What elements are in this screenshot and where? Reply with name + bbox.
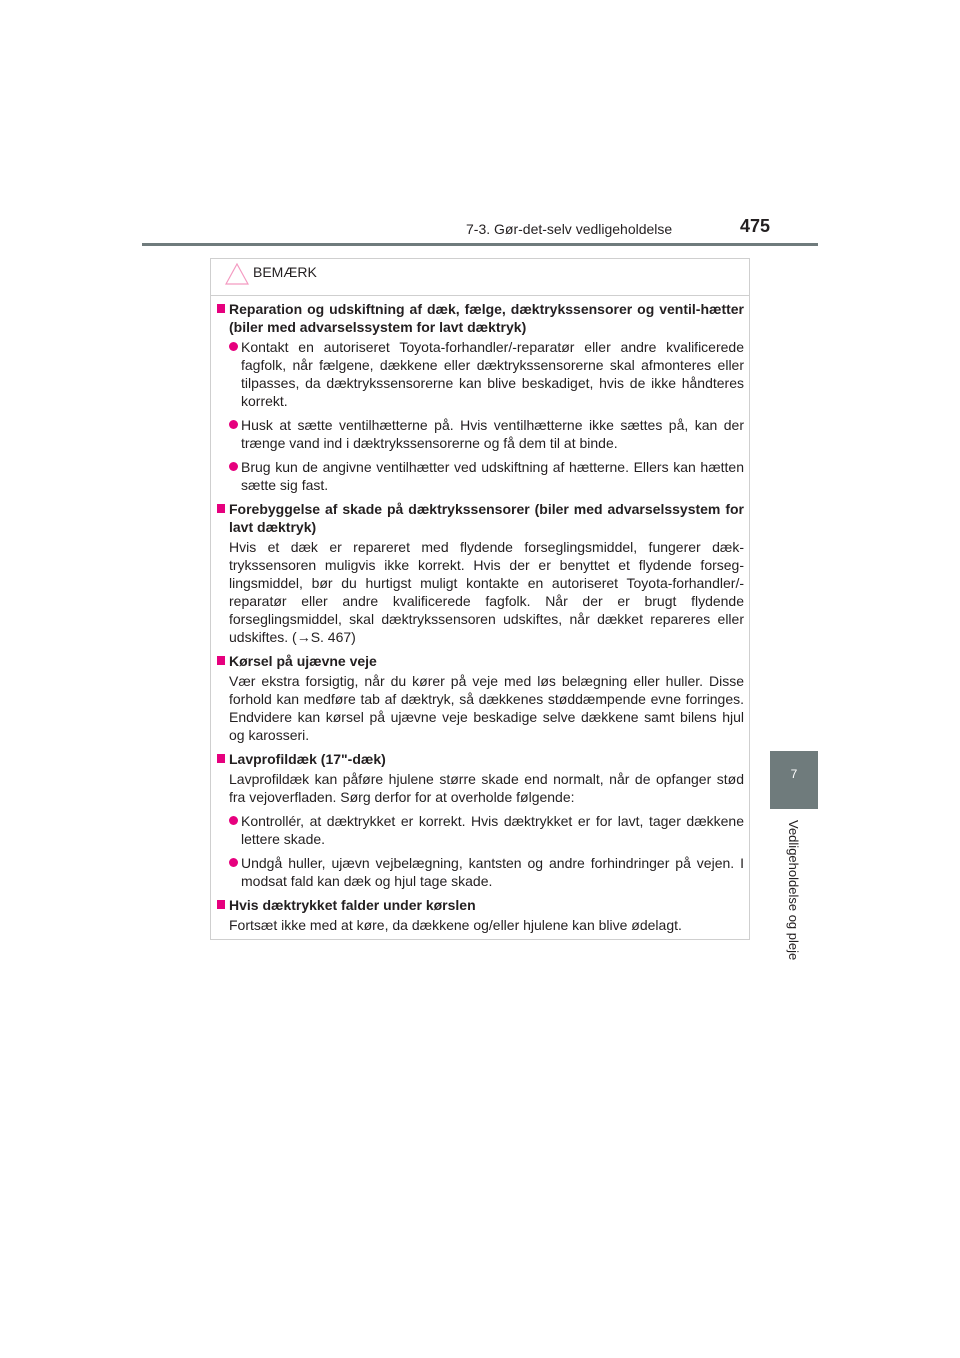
chapter-tab [770, 751, 818, 809]
section-text: Fortsæt ikke med at køre, da dækkene og/eller hjulene kan blive ødelagt. [229, 917, 682, 933]
section-heading: Kørsel på ujævne veje [217, 652, 744, 670]
square-bullet-icon [217, 504, 225, 513]
section-heading: Lavprofildæk (17"-dæk) [217, 750, 744, 768]
bullet-item: Kontrollér, at dæktrykket er korrekt. Hvis dæktrykket er for lavt, tager dækkene lettere skade. [217, 812, 744, 848]
section-heading: Forebyggelse af skade på dæktrykssensorer (biler med advarselssystem for lavt dæktryk) [217, 500, 744, 536]
section-text: Hvis et dæk er repareret med flydende forseglingsmiddel, fungerer dæk-trykssensoren muligvis ikke korrekt. Hvis der er benyttet et flydende forseg-lingsmiddel, bør du hurtigst muligt kontakte en autoriseret Toyota-forhandler/-reparatør eller andre kvalificerede fagfolk. Når der er brugt flydende forseglingsmiddel, skal dæktrykssensoren udskiftes, når dækket repareres eller udskiftes. (→S. 467) [229, 539, 744, 645]
section-text: Lavprofildæk kan påføre hjulene større skade end normalt, når de opfanger stød fra vejoverfladen. Sørg derfor for at overholde følgende: [229, 771, 744, 805]
page-number: 475 [740, 216, 771, 236]
circle-bullet-icon [229, 462, 238, 471]
section-heading: Hvis dæktrykket falder under kørslen [217, 896, 744, 914]
square-bullet-icon [217, 304, 225, 313]
bullet-item: Husk at sætte ventilhætterne på. Hvis ventilhætterne ikke sættes på, kan der trænge vand ind i dæktrykssensorerne og få dem til at binde. [217, 416, 744, 452]
note-label: BEMÆRK [253, 264, 317, 280]
circle-bullet-icon [229, 342, 238, 351]
circle-bullet-icon [229, 816, 238, 825]
bullet-item: Kontakt en autoriseret Toyota-forhandler/-reparatør eller andre kvalificerede fagfolk, når fælgene, dækkene eller dæktrykssensorerne skal afmonteres eller tilpasses, da dæktrykssensorerne kan blive beskadiget, hvis de ikke håndteres korrekt. [217, 338, 744, 410]
circle-bullet-icon [229, 858, 238, 867]
square-bullet-icon [217, 754, 225, 763]
note-box [210, 258, 750, 940]
warning-triangle-icon [225, 263, 249, 285]
bullet-item: Brug kun de angivne ventilhætter ved udskiftning af hætterne. Ellers kan hætten sætte sig fast. [217, 458, 744, 494]
section-text: Vær ekstra forsigtig, når du kører på veje med løs belægning eller huller. Disse forhold kan medføre tab af dæktryk, så dækkenes støddæmpende evne forringes. Endvidere kan kørsel på ujævne veje beskadige selve dækkene samt bilens hjul og karosseri. [229, 673, 744, 743]
square-bullet-icon [217, 656, 225, 665]
section-heading: Reparation og udskiftning af dæk, fælge, dæktrykssensorer og ventil-hætter (biler med advarselssystem for lavt dæktryk) [217, 300, 744, 336]
square-bullet-icon [217, 900, 225, 909]
chapter-number: 7 [790, 767, 798, 781]
note-content [217, 300, 744, 940]
section-title: 7-3. Gør-det-selv vedligeholdelse [466, 221, 673, 237]
header-rule [142, 243, 818, 246]
circle-bullet-icon [229, 420, 238, 429]
note-header [211, 259, 749, 296]
chapter-title: Vedligeholdelse og pleje [786, 820, 801, 961]
bullet-item: Undgå huller, ujævn vejbelægning, kantsten og andre forhindringer på vejen. I modsat fald kan dæk og hjul tage skade. [217, 854, 744, 890]
